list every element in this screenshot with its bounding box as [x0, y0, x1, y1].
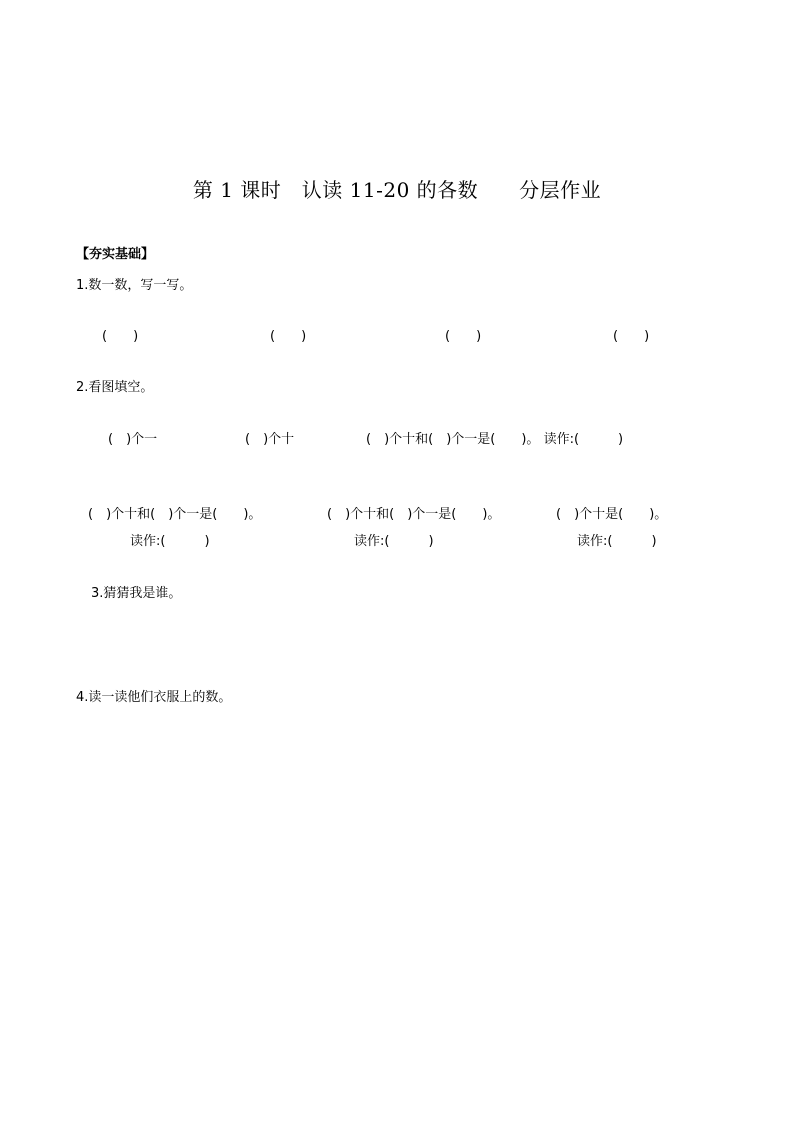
- fill-in-line[interactable]: ( )个十: [245, 432, 295, 447]
- fill-in-line[interactable]: ( )个十是( )。: [556, 507, 668, 522]
- answer-blank[interactable]: ( ): [613, 329, 650, 344]
- question-3-label: 3.猜猜我是谁。: [91, 586, 182, 601]
- question-4-label: 4.读一读他们衣服上的数。: [76, 690, 232, 705]
- read-as-line[interactable]: 读作:( ): [130, 534, 210, 549]
- read-as-line[interactable]: 读作:( ): [577, 534, 657, 549]
- fill-in-line[interactable]: ( )个十和( )个一是( )。: [327, 507, 501, 522]
- fill-in-line[interactable]: ( )个一: [108, 432, 158, 447]
- fill-in-line[interactable]: ( )个十和( )个一是( )。: [88, 507, 262, 522]
- fill-in-line[interactable]: ( )个十和( )个一是( )。 读作:( ): [366, 432, 624, 447]
- answer-blank[interactable]: ( ): [102, 329, 139, 344]
- read-as-line[interactable]: 读作:( ): [354, 534, 434, 549]
- answer-blank[interactable]: ( ): [445, 329, 482, 344]
- section-heading: 【夯实基础】: [76, 247, 155, 262]
- answer-blank[interactable]: ( ): [270, 329, 307, 344]
- question-1-label: 1.数一数，写一写。: [76, 278, 193, 293]
- page-title: 第 1 课时 认读 11-20 的各数 分层作业: [192, 178, 602, 202]
- question-2-label: 2.看图填空。: [76, 380, 154, 395]
